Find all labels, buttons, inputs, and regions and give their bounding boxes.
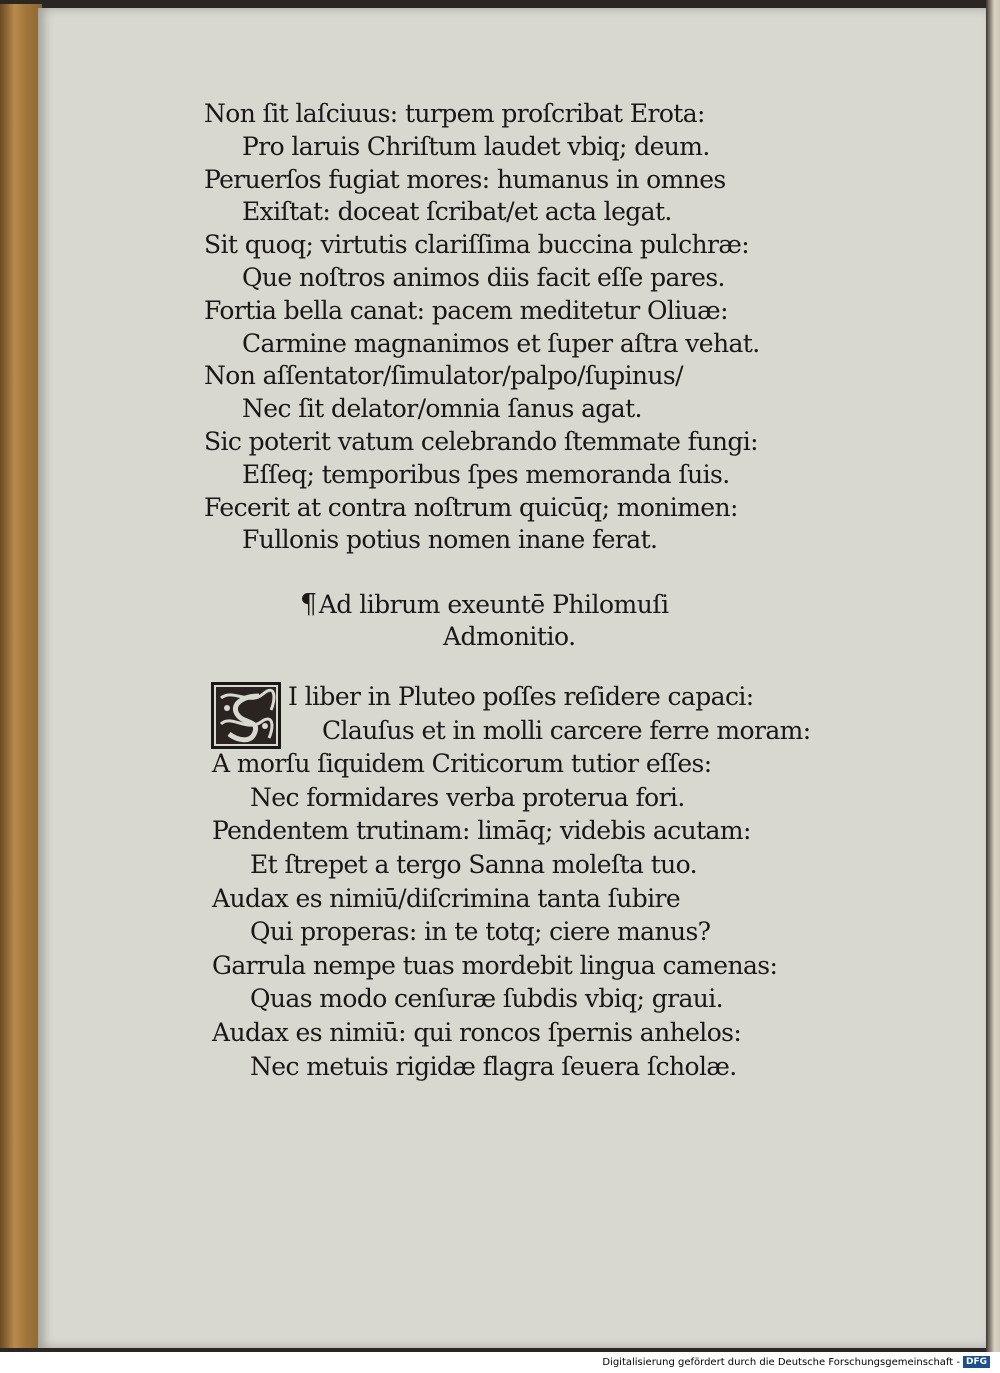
verse-line: Sit quoq; virtutis clariſſima buccina pulchræ: — [204, 230, 750, 260]
verse-line: Exiſtat: doceat ſcribat/et acta legat. — [242, 197, 672, 227]
verse-line: Nec metuis rigidæ flagra ſeuera ſcholæ. — [250, 1051, 737, 1081]
verse-line: Pendentem trutinam: limāq; videbis acutam: — [212, 816, 751, 846]
verse-line: Non ſit laſciuus: turpem proſcribat Erota: — [204, 99, 705, 128]
verse-line: A morſu ſiquidem Criticorum tutior eſſes: — [212, 749, 712, 779]
next-page-edge — [986, 0, 1000, 1352]
verse-block-bottom — [212, 680, 811, 1083]
verse-line: Sic poterit vatum celebrando ſtemmate fungi: — [204, 426, 758, 456]
digitization-credit — [602, 1356, 990, 1368]
pilcrow-mark: ¶ — [300, 589, 317, 620]
verse-line: Pro laruis Chriſtum laudet vbiq; deum. — [242, 131, 710, 161]
verse-line: Audax es nimiū: qui roncos ſpernis anhelos: — [212, 1017, 742, 1047]
heading-line-1: Ad librum exeuntē Philomuſi — [318, 590, 669, 619]
verse-line: Qui properas: in te totq; ciere manus? — [250, 917, 711, 947]
verse-line: Clauſus et in molli carcere ferre moram: — [322, 715, 811, 745]
verse-line: Nec ſit delator/omnia ſanus agat. — [242, 394, 642, 424]
verse-line: Nec formidares verba proterua fori. — [250, 782, 685, 812]
verse-line: Garrula nempe tuas mordebit lingua camenas: — [212, 950, 778, 980]
verse-line: Eſſeq; temporibus ſpes memoranda ſuis. — [242, 459, 730, 489]
section-heading — [300, 589, 740, 653]
verse-line: Carmine magnanimos et ſuper aſtra vehat. — [242, 328, 760, 358]
verse-block-top — [204, 98, 760, 557]
verse-line: Peruerſos fugiat mores: humanus in omnes — [204, 164, 726, 194]
verse-line: Et ſtrepet a tergo Sanna moleſta tuo. — [250, 849, 698, 879]
verse-line: Fullonis potius nomen inane ferat. — [242, 525, 658, 555]
verse-line: Quas modo cenſuræ ſubdis vbiq; graui. — [250, 984, 724, 1014]
verse-line: Que noſtros animos diis facit eſſe pares. — [242, 262, 725, 292]
verse-line: I liber in Pluteo poſſes reſidere capaci: — [288, 682, 754, 711]
heading-line-2: Admonitio. — [443, 622, 576, 651]
dfg-logo-icon: DFG — [963, 1356, 990, 1368]
credit-text: Digitalisierung gefördert durch die Deutsche Forschungsgemeinschaft - — [602, 1356, 960, 1368]
verse-line: Fortia bella canat: pacem meditetur Oliuæ: — [204, 295, 728, 325]
verse-line: Audax es nimiū/diſcrimina tanta ſubire — [212, 883, 681, 913]
book-fore-edge — [0, 4, 42, 1348]
verse-line: Fecerit at contra noſtrum quicūq; monimen: — [204, 492, 738, 522]
verse-line: Non aſſentator/ſimulator/palpo/ſupinus/ — [204, 361, 683, 391]
